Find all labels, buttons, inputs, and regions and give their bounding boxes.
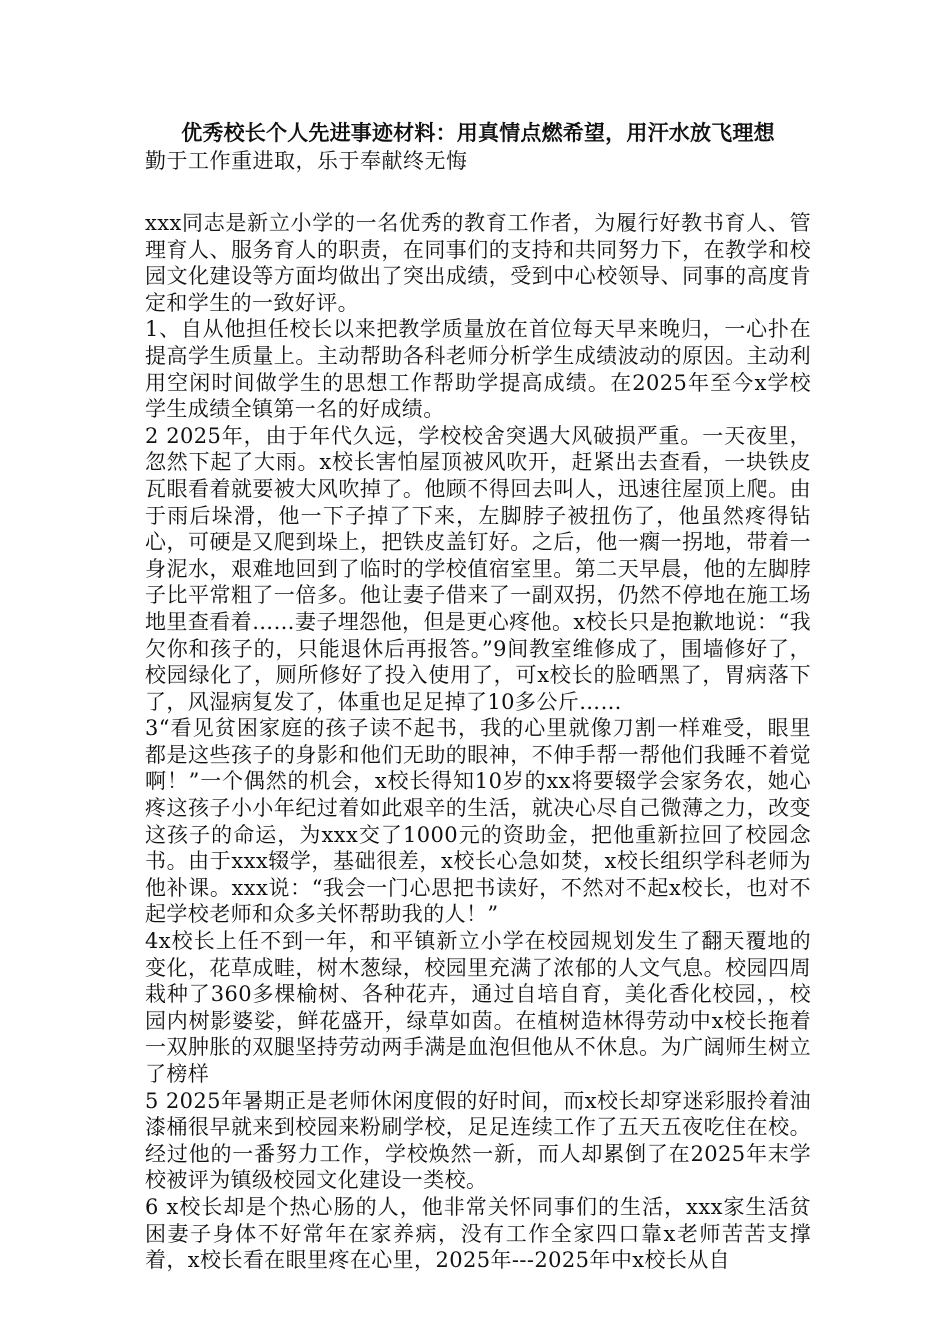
paragraph-5: 5 2025年暑期正是老师休闲度假的好时间，而x校长却穿迷彩服拎着油漆桶很早就来到校园来粉刷学校，足足连续工作了五天五夜吃住在校。经过他的一番努力工作，学校焕然一新，而人却累倒了在2025年末学校被评为镇级校园文化建设一类校。 xyxy=(145,1088,811,1193)
paragraph-intro: xxx同志是新立小学的一名优秀的教育工作者，为履行好教书育人、管理育人、服务育人的职责，在同事们的支持和共同努力下，在教学和校园文化建设等方面均做出了突出成绩，受到中心校领导、同事的高度肯定和学生的一致好评。 xyxy=(145,211,811,315)
document-subtitle: 勤于工作重进取，乐于奉献终无悔 xyxy=(145,149,468,173)
paragraph-3: 3“看见贫困家庭的孩子读不起书，我的心里就像刀割一样难受，眼里都是这些孩子的身影和他们无助的眼神，不伸手帮一帮他们我睡不着觉啊！”一个偶然的机会，x校长得知10岁的xx将要辍学会家务农，她心疼这孩子小小年纪过着如此艰辛的生活，就决心尽自己微薄之力，改变这孩子的命运，为xxx交了1000元的资助金，把他重新拉回了校园念书。由于xxx辍学，基础很差，x校长心急如焚，x校长组织学科老师为他补课。xxx说：“我会一门心思把书读好，不然对不起x校长，也对不起学校老师和众多关怀帮助我的人！” xyxy=(145,716,811,927)
paragraph-6: 6 x校长却是个热心肠的人，他非常关怀同事们的生活，xxx家生活贫困妻子身体不好常年在家养病，没有工作全家四口靠x老师苦苦支撑着，x校长看在眼里疼在心里，2025年---2025年中x校长从自 xyxy=(145,1194,811,1273)
document-page xyxy=(145,118,811,1274)
document-title: 优秀校长个人先进事迹材料：用真情点燃希望，用汗水放飞理想 xyxy=(181,120,775,145)
paragraph-4: 4x校长上任不到一年，和平镇新立小学在校园规划发生了翻天覆地的变化，花草成畦，树木葱绿，校园里充满了浓郁的人文气息。校园四周栽种了360多棵榆树、各种花卉，通过自培自育，美化香化校园，，校园内树影婆娑，鲜花盛开，绿草如茵。在植树造林得劳动中x校长拖着一双肿胀的双腿坚持劳动两手满是血泡但他从不休息。为广阔师生树立了榜样 xyxy=(145,929,811,1086)
paragraph-1: 1、自从他担任校长以来把教学质量放在首位每天早来晚归，一心扑在提高学生质量上。主动帮助各科老师分析学生成绩波动的原因。主动利用空闲时间做学生的思想工作帮助学提高成绩。在2025年至今x学校学生成绩全镇第一名的好成绩。 xyxy=(145,317,811,422)
paragraph-2: 2 2025年，由于年代久远，学校校舍突遇大风破损严重。一天夜里，忽然下起了大雨。x校长害怕屋顶被风吹开，赶紧出去查看，一块铁皮瓦眼看着就要被大风吹掉了。他顾不得回去叫人，迅速往屋顶上爬。由于雨后垛滑，他一下子掉了下来，左脚脖子被扭伤了，他虽然疼得钻心，可硬是又爬到垛上，把铁皮盖钉好。之后，他一瘸一拐地，带着一身泥水，艰难地回到了临时的学校值宿室里。第二天早晨，他的左脚脖子比平常粗了一倍多。他让妻子借来了一副双拐，仍然不停地在施工场地里查看着……妻子埋怨他，但是更心疼他。x校长只是抱歉地说：“我欠你和孩子的，只能退休后再报答。”9间教室维修成了，围墙修好了，校园绿化了，厕所修好了投入使用了，可x校长的脸晒黑了，胃病落下了，风湿病复发了，体重也足足掉了10多公斤…… xyxy=(145,423,811,714)
